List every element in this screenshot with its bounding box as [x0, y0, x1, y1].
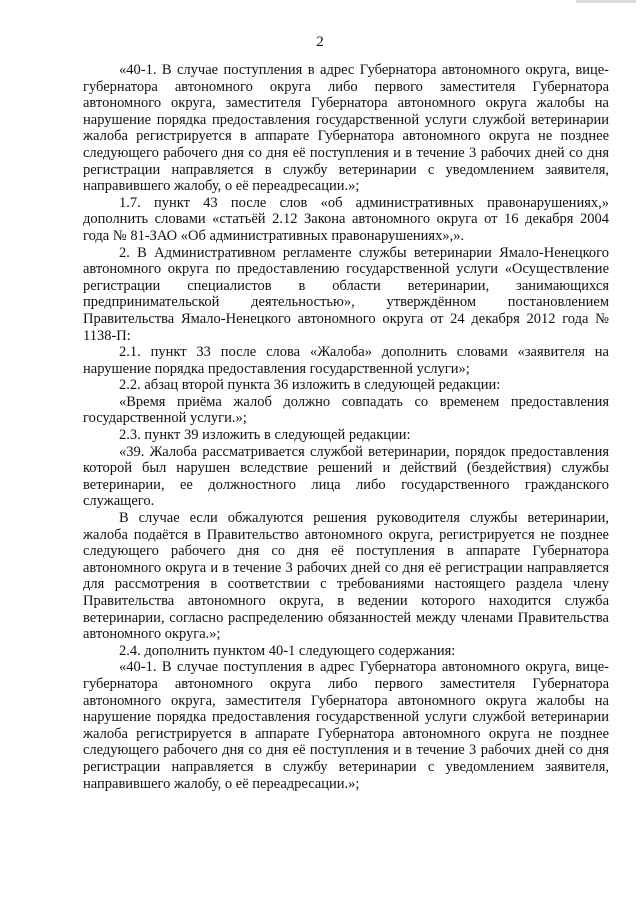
- paragraph-2-3: 2.3. пункт 39 изложить в следующей редакции:: [119, 427, 411, 444]
- document-body: [83, 62, 609, 792]
- paragraph-2-2-text: «Время приёма жалоб должно совпадать со временем предоставления государственной услуги.»;: [83, 393, 609, 427]
- paragraph-39: «39. Жалоба рассматривается службой ветеринарии, порядок предоставления которой был нарушен вследствие решений и действий (бездействия) службы ветеринарии, ее должностного лица либо государственного гражданского служащего.: [83, 443, 609, 510]
- paragraph-39-second: В случае если обжалуются решения руководителя службы ветеринарии, жалоба подаётся в Правительство автономного округа, регистрируется не позднее следующего рабочего дня со дня её поступления в аппарате Губернатора автономного округа и в течение 3 рабочих дней со дня её регистрации направляется для рассмотрения в соответствии с требованиями настоящего раздела члену Правительства автономного округа, в ведении которого находится служба ветеринарии, согласно распределению обязанностей между членами Правительства автономного округа.»;: [83, 510, 609, 643]
- paragraph-2-1: 2.1. пункт 33 после слова «Жалоба» дополнить словами «заявителя на нарушение порядка предоставления государственной услуги»;: [83, 344, 609, 377]
- paragraph-1-7: 1.7. пункт 43 после слов «об административных правонарушениях,» дополнить словами «статьёй 2.12 Закона автономного округа от 16 декабря 2004 года № 81-ЗАО «Об административных правонарушениях»,».: [83, 194, 609, 244]
- paragraph-2: 2. В Административном регламенте службы ветеринарии Ямало-Ненецкого автономного округа по предоставлению государственной услуги «Осуществление регистрации специалистов в области ветеринарии, занимающихся предпринимательской деятельностью», утверждённом постановлением Правительства Ямало-Ненецкого автономного округа от 24 декабря 2012 года № 1138-П:: [83, 244, 609, 344]
- scan-edge-mark: [576, 0, 636, 3]
- paragraph-2-2: 2.2. абзац второй пункта 36 изложить в следующей редакции:: [119, 377, 501, 394]
- paragraph-40-1-new: «40-1. В случае поступления в адрес Губернатора автономного округа, вице-губернатора автономного округа либо первого заместителя Губернатора автономного округа, заместителя Губернатора автономного округа жалобы на нарушение порядка предоставления государственной услуги службой ветеринарии жалоба регистрируется в аппарате Губернатора автономного округа не позднее следующего рабочего дня со дня её поступления и в течение 3 рабочих дней со дня регистрации направляется в службу ветеринарии с уведомлением заявителя, направившего жалобу, о её переадресации.»;: [83, 659, 609, 792]
- page-number: 2: [316, 34, 324, 50]
- paragraph-40-1-continuation: «40-1. В случае поступления в адрес Губернатора автономного округа, вице-губернатора автономного округа либо первого заместителя Губернатора автономного округа, заместителя Губернатора автономного округа жалобы на нарушение порядка предоставления государственной услуги службой ветеринарии жалоба регистрируется в аппарате Губернатора автономного округа не позднее следующего рабочего дня со дня её поступления и в течение 3 рабочих дней со дня регистрации направляется в службу ветеринарии с уведомлением заявителя, направившего жалобу, о её переадресации.»;: [83, 62, 609, 195]
- paragraph-2-4: 2.4. дополнить пунктом 40-1 следующего содержания:: [119, 642, 456, 659]
